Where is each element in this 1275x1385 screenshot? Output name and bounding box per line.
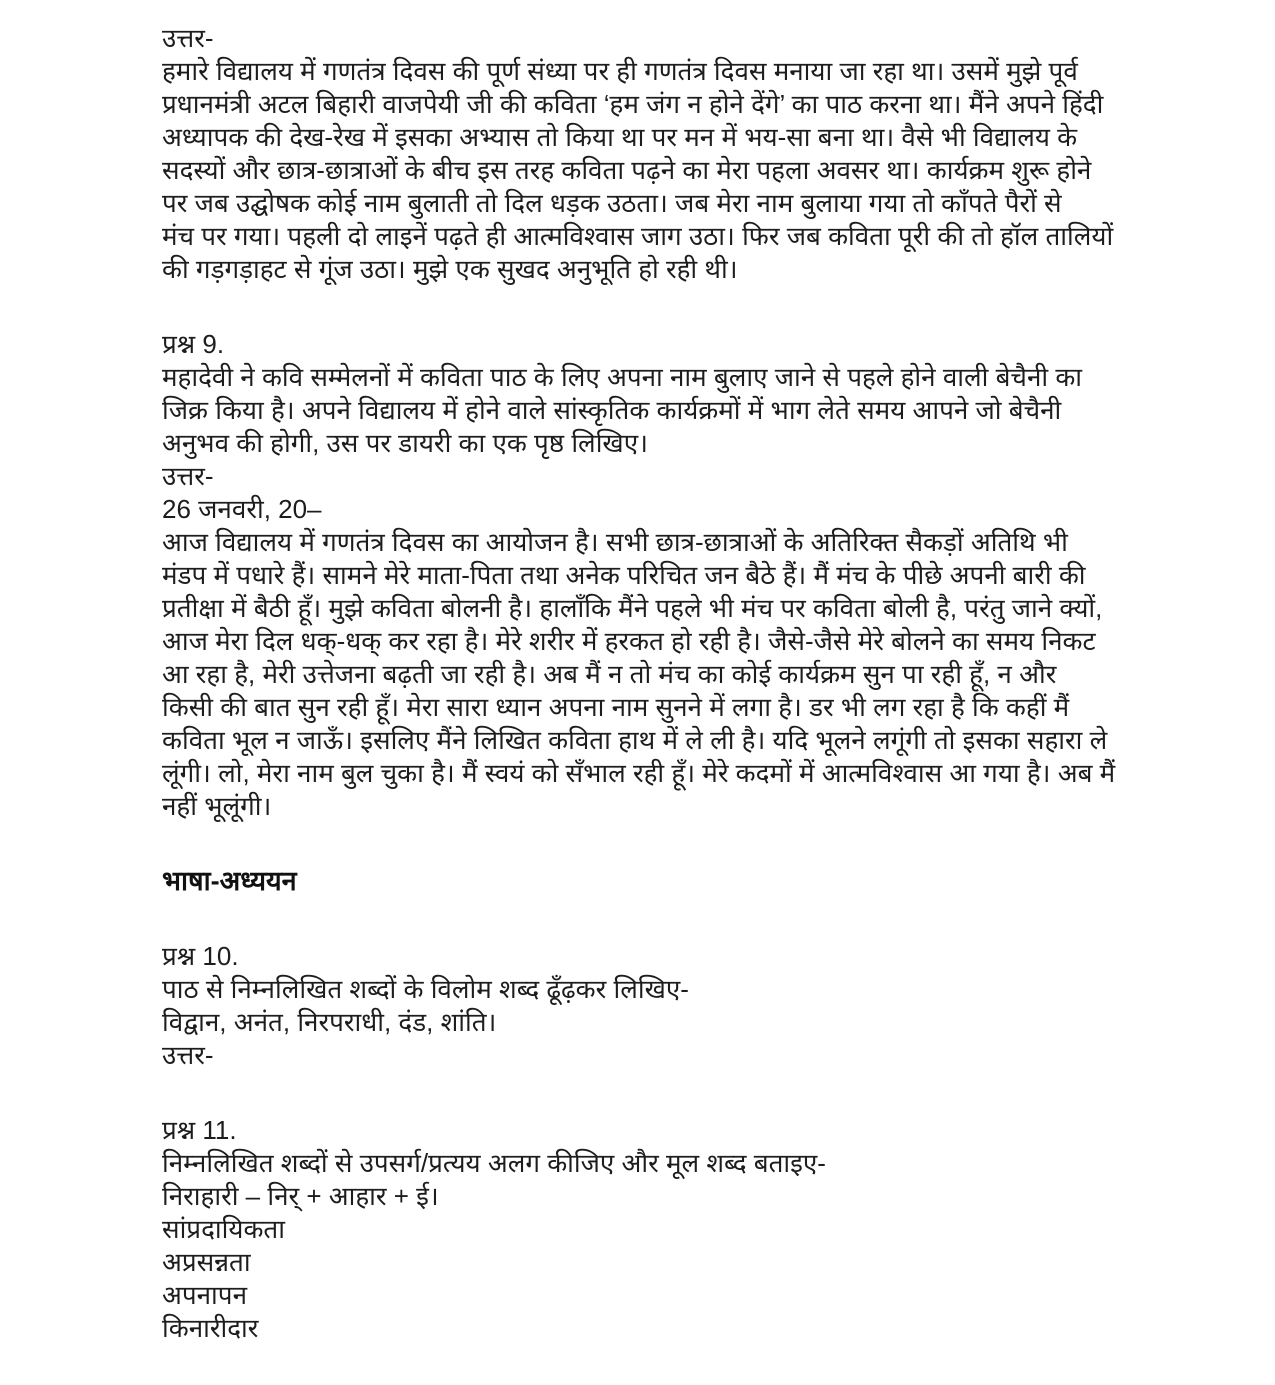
answer-8-paragraph — [162, 22, 1145, 286]
text-line: निम्नलिखित शब्दों से उपसर्ग/प्रत्यय अलग कीजिए और मूल शब्द बताइए- — [162, 1148, 826, 1178]
text-line: 26 जनवरी, 20– — [162, 494, 322, 524]
text-line: प्रतीक्षा में बैठी हूँ। मुझे कविता बोलनी है। हालाँकि मैंने पहले भी मंच पर कविता बोली है, परंतु जाने क्यों, — [162, 593, 1103, 623]
text-line: किसी की बात सुन रही हूँ। मेरा सारा ध्यान अपना नाम सुनने में लगा है। डर भी लग रहा है कि कहीं मैं — [162, 692, 1070, 722]
text-line: कविता भूल न जाऊँ। इसलिए मैंने लिखित कविता हाथ में ले ली है। यदि भूलने लगूंगी तो इसका सहारा ले — [162, 725, 1108, 755]
text-line: अपनापन — [162, 1280, 247, 1310]
question-10-block — [162, 940, 1145, 1072]
text-line: आज विद्यालय में गणतंत्र दिवस का आयोजन है। सभी छात्र-छात्राओं के अतिरिक्त सैकड़ों अतिथि भी — [162, 527, 1068, 557]
text-line: उत्तर- — [162, 461, 214, 491]
text-line: पर जब उद्घोषक कोई नाम बुलाती तो दिल धड़क उठता। जब मेरा नाम बुलाया गया तो काँपते पैरों से — [162, 188, 1062, 218]
text-line: की गड़गड़ाहट से गूंज उठा। मुझे एक सुखद अनुभूति हो रही थी। — [162, 254, 738, 284]
text-line: नहीं भूलूंगी। — [162, 791, 272, 821]
text-line: अध्यापक की देख-रेख में इसका अभ्यास तो किया था पर मन में भय-सा बना था। वैसे भी विद्यालय के — [162, 122, 1078, 152]
text-line: लूंगी। लो, मेरा नाम बुल चुका है। मैं स्वयं को सँभाल रही हूँ। मेरे कदमों में आत्मविश्वास आ गया है। अब मैं — [162, 758, 1116, 788]
text-line: प्रधानमंत्री अटल बिहारी वाजपेयी जी की कविता ‘हम जंग न होने देंगे’ का पाठ करना था। मैंने अपने हिंदी — [162, 89, 1104, 119]
text-line: मंच पर गया। पहली दो लाइनें पढ़ते ही आत्मविश्वास जाग उठा। फिर जब कविता पूरी की तो हॉल तालियों — [162, 221, 1114, 251]
text-line: किनारीदार — [162, 1313, 259, 1343]
text-line: हमारे विद्यालय में गणतंत्र दिवस की पूर्ण संध्या पर ही गणतंत्र दिवस मनाया जा रहा था। उसमें मुझे पूर्व — [162, 56, 1078, 86]
section-heading: भाषा-अध्ययन — [162, 866, 297, 896]
question-9-block — [162, 328, 1145, 823]
text-line: आ रहा है, मेरी उत्तेजना बढ़ती जा रही है। अब मैं न तो मंच का कोई कार्यक्रम सुन पा रही हूँ, न और — [162, 659, 1057, 689]
text-line: विद्वान, अनंत, निरपराधी, दंड, शांति। — [162, 1007, 497, 1037]
text-line: अनुभव की होगी, उस पर डायरी का एक पृष्ठ लिखिए। — [162, 428, 648, 458]
text-line: अप्रसन्नता — [162, 1247, 251, 1277]
text-line: सदस्यों और छात्र-छात्राओं के बीच इस तरह कविता पढ़ने का मेरा पहला अवसर था। कार्यक्रम शुरू होने — [162, 155, 1092, 185]
text-line: प्रश्न 9. — [162, 329, 225, 359]
document-body — [162, 22, 1145, 1345]
text-line: सांप्रदायिकता — [162, 1214, 285, 1244]
section-heading-bhasha-adhyayan — [162, 865, 1145, 898]
text-line: उत्तर- — [162, 23, 214, 53]
text-line: उत्तर- — [162, 1040, 214, 1070]
text-line: पाठ से निम्नलिखित शब्दों के विलोम शब्द ढूँढ़कर लिखिए- — [162, 974, 689, 1004]
text-line: निराहारी – निर् + आहार + ई। — [162, 1181, 439, 1211]
text-line: प्रश्न 10. — [162, 941, 239, 971]
text-line: महादेवी ने कवि सम्मेलनों में कविता पाठ के लिए अपना नाम बुलाए जाने से पहले होने वाली बेचैनी का — [162, 362, 1083, 392]
text-line: जिक्र किया है। अपने विद्यालय में होने वाले सांस्कृतिक कार्यक्रमों में भाग लेते समय आपने जो बेचैनी — [162, 395, 1062, 425]
text-line: मंडप में पधारे हैं। सामने मेरे माता-पिता तथा अनेक परिचित जन बैठे हैं। मैं मंच के पीछे अपनी बारी की — [162, 560, 1086, 590]
text-line: प्रश्न 11. — [162, 1115, 237, 1145]
question-11-block — [162, 1114, 1145, 1345]
text-line: आज मेरा दिल धक्-धक् कर रहा है। मेरे शरीर में हरकत हो रही है। जैसे-जैसे मेरे बोलने का समय निकट — [162, 626, 1096, 656]
